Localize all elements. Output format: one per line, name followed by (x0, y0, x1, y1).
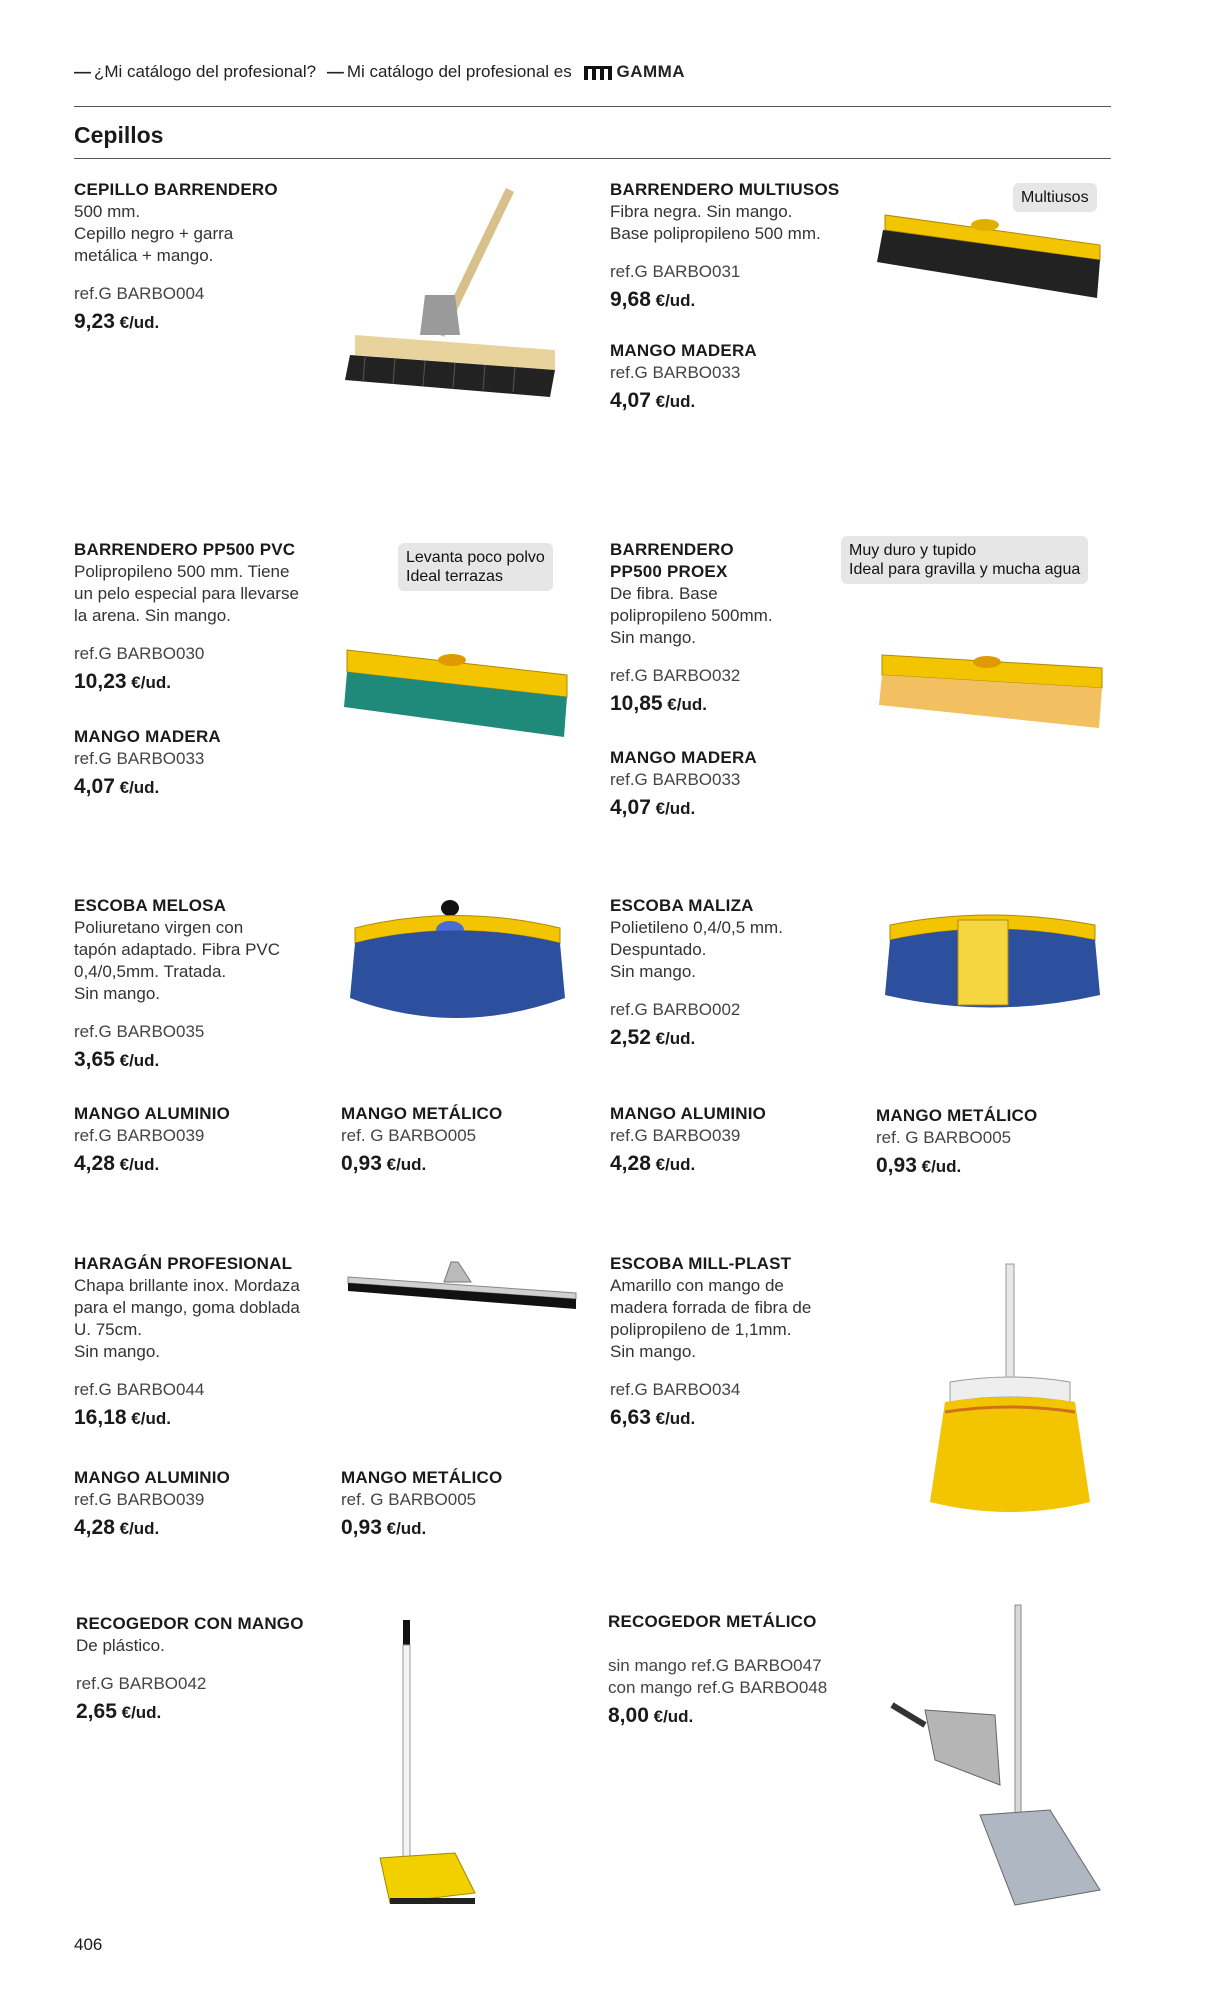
product-desc-line: un pelo especial para llevarse (74, 584, 299, 603)
product-desc-line: polipropileno 500mm. (610, 606, 773, 625)
product-desc-line: 0,4/0,5mm. Tratada. (74, 962, 227, 981)
product-ref: ref. G BARBO005 (876, 1128, 1012, 1147)
product-title: CEPILLO BARRENDERO (74, 180, 278, 199)
product-title: ESCOBA MALIZA (610, 896, 754, 915)
product-mango-madera (74, 726, 334, 799)
product-title: MANGO METÁLICO (341, 1468, 503, 1487)
product-mango-aluminio (74, 1467, 334, 1540)
product-barrendero-pp500-pvc (74, 539, 344, 694)
product-ref: sin mango ref.G BARBO047 (608, 1656, 822, 1675)
product-desc-line: para el mango, goma doblada (74, 1298, 300, 1317)
product-ref: ref. G BARBO005 (341, 1490, 477, 1509)
escoba-mill-plast-image (910, 1262, 1110, 1517)
product-title: MANGO METÁLICO (341, 1104, 503, 1123)
product-mango-metalico (341, 1103, 601, 1176)
product-title: MANGO MADERA (610, 748, 757, 767)
product-barrendero-multiusos (610, 179, 880, 312)
product-price: 2,65 €/ud. (76, 1700, 162, 1723)
product-title: PP500 PROEX (610, 562, 728, 581)
product-price: 16,18 €/ud. (74, 1406, 171, 1429)
recogedor-metalico-image (890, 1600, 1105, 1915)
product-mango-madera (610, 747, 870, 820)
product-ref: ref. G BARBO005 (341, 1126, 477, 1145)
product-price: 4,07 €/ud. (610, 389, 696, 412)
brand-logo (584, 62, 685, 81)
product-ref: ref.G BARBO039 (610, 1126, 741, 1145)
product-desc-line: Fibra negra. Sin mango. (610, 202, 793, 221)
product-desc-line: Sin mango. (610, 1342, 696, 1361)
feature-tag-line: Levanta poco polvo (406, 549, 545, 566)
gamma-logo-icon (584, 66, 612, 80)
barrendero-pp500-proex-image (877, 650, 1107, 735)
product-mango-aluminio (610, 1103, 870, 1176)
cepillo-barrendero-image (345, 185, 570, 400)
product-price: 0,93 €/ud. (876, 1154, 962, 1177)
product-title: RECOGEDOR CON MANGO (76, 1614, 304, 1633)
product-price: 8,00 €/ud. (608, 1704, 694, 1727)
product-ref: ref.G BARBO035 (74, 1022, 205, 1041)
product-desc-line: De fibra. Base (610, 584, 718, 603)
product-price: 10,23 €/ud. (74, 670, 171, 693)
product-ref: ref.G BARBO039 (74, 1126, 205, 1145)
section-title: Cepillos (74, 122, 164, 148)
product-price: 0,93 €/ud. (341, 1516, 427, 1539)
product-ref: ref.G BARBO042 (76, 1674, 207, 1693)
product-price: 4,28 €/ud. (74, 1516, 160, 1539)
product-title: ESCOBA MELOSA (74, 896, 227, 915)
product-mango-metalico (341, 1467, 601, 1540)
product-title: RECOGEDOR METÁLICO (608, 1612, 817, 1631)
product-title: BARRENDERO (610, 540, 734, 559)
product-ref: ref.G BARBO030 (74, 644, 205, 663)
product-desc-line: Despuntado. (610, 940, 707, 959)
page-number: 406 (74, 1935, 103, 1954)
page-header: — ¿Mi catálogo del profesional? — Mi catálogo del profesional es GAMMA (74, 62, 686, 81)
product-title: HARAGÁN PROFESIONAL (74, 1254, 293, 1273)
feature-tag: Multiusos (1013, 183, 1097, 212)
product-desc-line: tapón adaptado. Fibra PVC (74, 940, 281, 959)
product-ref: con mango ref.G BARBO048 (608, 1678, 828, 1697)
product-price: 4,28 €/ud. (74, 1152, 160, 1175)
header-divider (74, 106, 1111, 107)
product-desc-line: Sin mango. (610, 628, 696, 647)
product-title: ESCOBA MILL-PLAST (610, 1254, 792, 1273)
barrendero-pp500-pvc-image (342, 645, 572, 745)
product-desc-line: Base polipropileno 500 mm. (610, 224, 821, 243)
feature-tag-line: Muy duro y tupido (849, 542, 977, 559)
escoba-melosa-image (345, 898, 570, 1028)
product-title: MANGO MADERA (74, 727, 221, 746)
feature-tag-line: Ideal para gravilla y mucha agua (849, 561, 1081, 578)
product-escoba-melosa (74, 895, 344, 1072)
product-haragan-profesional (74, 1253, 344, 1430)
product-price: 4,07 €/ud. (610, 796, 696, 819)
product-desc-line: Chapa brillante inox. Mordaza (74, 1276, 300, 1295)
product-desc-line: Amarillo con mango de (610, 1276, 784, 1295)
product-desc-line: la arena. Sin mango. (74, 606, 231, 625)
product-cepillo-barrendero (74, 179, 344, 334)
barrendero-multiusos-image (875, 200, 1110, 305)
product-barrendero-pp500-proex (610, 539, 880, 716)
product-desc-line: U. 75cm. (74, 1320, 143, 1339)
product-desc-line: Sin mango. (74, 1342, 160, 1361)
product-ref: ref.G BARBO032 (610, 666, 741, 685)
product-price: 4,28 €/ud. (610, 1152, 696, 1175)
feature-tag (841, 536, 1088, 584)
product-ref: ref.G BARBO034 (610, 1380, 741, 1399)
product-ref: ref.G BARBO033 (74, 749, 205, 768)
product-desc-line: metálica + mango. (74, 246, 214, 265)
product-ref: ref.G BARBO031 (610, 262, 741, 281)
section-divider (74, 158, 1111, 159)
product-ref: ref.G BARBO004 (74, 284, 205, 303)
product-escoba-mill-plast (610, 1253, 880, 1430)
header-question: ¿Mi catálogo del profesional? (94, 62, 317, 81)
product-desc-line: polipropileno de 1,1mm. (610, 1320, 792, 1339)
feature-tag-line: Ideal terrazas (406, 568, 503, 585)
product-desc-line: Sin mango. (610, 962, 696, 981)
product-ref: ref.G BARBO033 (610, 363, 741, 382)
product-price: 6,63 €/ud. (610, 1406, 696, 1429)
product-desc-line: Cepillo negro + garra (74, 224, 234, 243)
brand-name: GAMMA (616, 62, 686, 81)
product-ref: ref.G BARBO002 (610, 1000, 741, 1019)
product-mango-metalico (876, 1105, 1136, 1178)
product-title: MANGO ALUMINIO (74, 1468, 231, 1487)
product-desc-line: Polipropileno 500 mm. Tiene (74, 562, 290, 581)
product-recogedor-con-mango (76, 1613, 346, 1724)
escoba-maliza-image (880, 900, 1105, 1020)
haragan-profesional-image (346, 1257, 581, 1317)
product-mango-madera (610, 340, 870, 413)
product-desc-line: madera forrada de fibra de (610, 1298, 812, 1317)
product-title: MANGO METÁLICO (876, 1106, 1038, 1125)
product-price: 9,23 €/ud. (74, 310, 160, 333)
product-ref: ref.G BARBO044 (74, 1380, 205, 1399)
product-desc-line: 500 mm. (74, 202, 141, 221)
product-escoba-maliza (610, 895, 880, 1050)
product-title: MANGO MADERA (610, 341, 757, 360)
product-price: 0,93 €/ud. (341, 1152, 427, 1175)
product-mango-aluminio (74, 1103, 334, 1176)
product-ref: ref.G BARBO033 (610, 770, 741, 789)
product-desc-line: Polietileno 0,4/0,5 mm. (610, 918, 783, 937)
product-title: MANGO ALUMINIO (610, 1104, 767, 1123)
product-price: 10,85 €/ud. (610, 692, 707, 715)
product-title: BARRENDERO MULTIUSOS (610, 180, 840, 199)
product-ref: ref.G BARBO039 (74, 1490, 205, 1509)
product-desc-line: Poliuretano virgen con (74, 918, 244, 937)
product-title: MANGO ALUMINIO (74, 1104, 231, 1123)
product-recogedor-metalico (608, 1611, 908, 1728)
product-price: 9,68 €/ud. (610, 288, 696, 311)
product-price: 2,52 €/ud. (610, 1026, 696, 1049)
product-price: 3,65 €/ud. (74, 1048, 160, 1071)
product-price: 4,07 €/ud. (74, 775, 160, 798)
header-statement: Mi catálogo del profesional es (346, 62, 572, 81)
product-desc-line: De plástico. (76, 1636, 165, 1655)
product-desc-line: Sin mango. (74, 984, 160, 1003)
recogedor-con-mango-image (375, 1618, 480, 1918)
product-title: BARRENDERO PP500 PVC (74, 540, 296, 559)
feature-tag (398, 543, 553, 591)
